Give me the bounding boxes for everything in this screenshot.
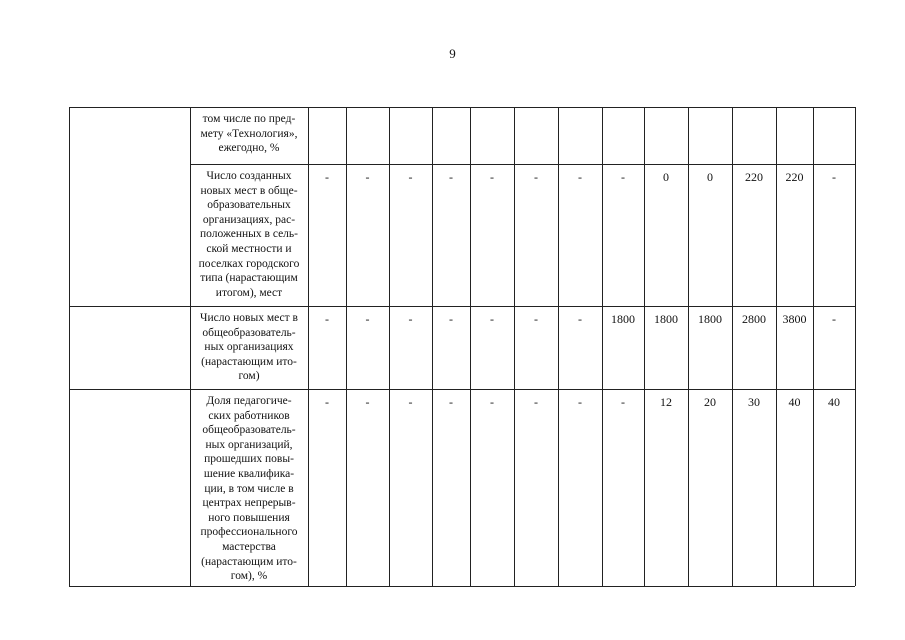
table-cell-value: - xyxy=(490,312,494,326)
table-cell-value: - xyxy=(534,395,538,409)
table-cell-value: 1800 xyxy=(698,312,722,326)
table-cell-value: - xyxy=(490,395,494,409)
row-label-line: том числе по пред- xyxy=(202,113,296,125)
table-cell-value: - xyxy=(408,312,413,326)
table-cell-value: - xyxy=(621,170,625,184)
table-cell-value: - xyxy=(578,395,582,409)
page-number: 9 xyxy=(449,46,456,61)
table-cell-value: 220 xyxy=(785,170,804,184)
row-label-line: профессионального xyxy=(200,526,298,539)
row-label-line: Число созданных xyxy=(206,170,292,182)
row-label-line: шение квалифика- xyxy=(203,468,295,480)
row-label-line: образовательных xyxy=(207,199,291,212)
table-border-right xyxy=(855,107,856,586)
table-cell-value: 0 xyxy=(707,170,713,184)
row-label-line: новых мест в обще- xyxy=(200,184,298,197)
table-cell-value: - xyxy=(621,395,625,409)
row-label-line: ного повышения xyxy=(208,511,290,524)
row-label-line: ской местности и xyxy=(206,243,292,255)
table-cell-value: - xyxy=(534,170,538,184)
table-cell-value: - xyxy=(449,170,453,184)
table-cell-value: - xyxy=(325,170,329,184)
table-border-top xyxy=(69,107,855,108)
table-cell-value: - xyxy=(449,312,453,326)
table-cell-value: 40 xyxy=(828,395,840,409)
row-label-line: прошедших повы- xyxy=(204,453,294,466)
table-cell-value: 220 xyxy=(745,170,763,184)
table-cell-value: - xyxy=(325,395,329,409)
table-cell-value: 1800 xyxy=(611,312,635,326)
row-label-line: Доля педагогиче- xyxy=(206,395,292,407)
table-cell-value: - xyxy=(365,312,370,326)
row-label-line: типа (нарастающим xyxy=(200,272,298,285)
row-label-line: положенных в сель- xyxy=(200,228,298,241)
row-label-line: (нарастающим ито- xyxy=(201,355,297,368)
table-cell-value: - xyxy=(578,170,582,184)
row-label-line: общеобразователь- xyxy=(202,424,296,437)
row-label-line: гом), % xyxy=(230,570,268,583)
table-cell-value: - xyxy=(408,395,413,409)
table-cell-value: 20 xyxy=(704,395,716,409)
table-cell-value: 12 xyxy=(660,395,672,409)
table-cell-value: - xyxy=(325,312,329,326)
table-border-bottom xyxy=(69,586,855,587)
row-label-line: (нарастающим ито- xyxy=(201,555,297,568)
row-label-line: ции, в том числе в xyxy=(204,482,294,495)
row-label-line: ских работников xyxy=(208,409,290,422)
table-cell-value: 1800 xyxy=(654,312,678,326)
table-cell-value: - xyxy=(408,170,413,184)
row-label-line: итогом), мест xyxy=(215,286,283,299)
table-cell-value: - xyxy=(449,395,453,409)
table-cell-value: 3800 xyxy=(782,312,807,326)
row-divider xyxy=(69,306,855,307)
row-label-line: Число новых мест в xyxy=(200,312,298,324)
table-cell-value: - xyxy=(832,170,836,184)
table-cell-value: - xyxy=(490,170,494,184)
table-cell-value: - xyxy=(578,312,582,326)
row-label-line: общеобразователь- xyxy=(202,326,296,339)
row-label-line: ных организациях xyxy=(204,341,294,354)
row-divider xyxy=(69,389,855,390)
table-cell-value: 40 xyxy=(788,395,801,409)
table-cell-value: - xyxy=(832,312,836,326)
table-cell-value: - xyxy=(365,170,370,184)
table-cell-value: 2800 xyxy=(742,312,766,326)
row-label-line: поселках городского xyxy=(198,257,300,270)
row-label-line: центрах непрерыв- xyxy=(202,497,296,510)
row-label-line: мастерства xyxy=(222,541,276,553)
table-border-left xyxy=(69,107,70,586)
table-cell-value: - xyxy=(365,395,370,409)
table-cell-value: - xyxy=(534,312,538,326)
row-label-line: ных организаций, xyxy=(205,438,293,451)
row-label-line: ежегодно, % xyxy=(218,142,280,155)
row-label-line: мету «Технология», xyxy=(200,127,298,140)
table-cell-value: 0 xyxy=(663,170,669,184)
row-label-line: гом) xyxy=(238,370,260,383)
row-label-line: организациях, рас- xyxy=(202,213,296,226)
row-divider xyxy=(190,164,855,165)
table-cell-value: 30 xyxy=(748,395,760,409)
